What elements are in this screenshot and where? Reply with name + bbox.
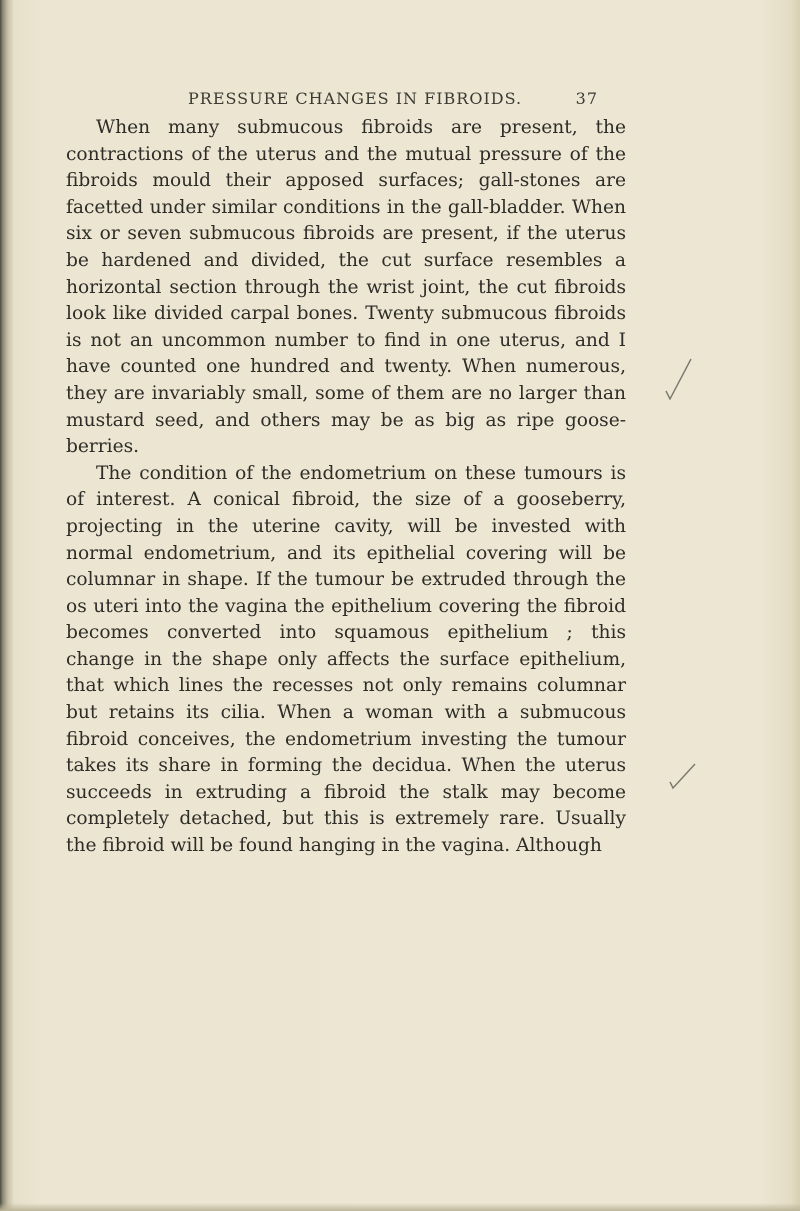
page-number: 37 — [575, 89, 598, 108]
page-bottom-edge — [0, 1203, 800, 1211]
paragraph-2: The condition of the endometrium on these tumours is of interest. A conical fibroid, the size of a gooseberry, projecting in the uterine cavity, will be invested with normal endometrium, and its epithelial covering will be columnar in shape. If the tumour be extruded through the os uteri into the vagina the epithelium covering the fibroid becomes converted into squamous epithelium ; this change in the shape only affects the surface epithelium, that which lines the recesses not only remains columnar but retains its cilia. When a woman with a submucous fibroid conceives, the endometrium investing the tumour takes its share in forming the decidua. When the uterus succeeds in extruding a fibroid the stalk may become completely detached, but this is extremely rare. Usually the fibroid will be found hanging in the vagina. Although — [66, 462, 626, 857]
running-head-title: PRESSURE CHANGES IN FIBROIDS. — [188, 89, 523, 108]
binding-shadow — [0, 0, 14, 1211]
body-text — [66, 115, 626, 860]
pencil-tick-mark-icon — [668, 758, 698, 792]
pencil-tick-mark-icon — [664, 355, 694, 405]
paragraph-1: When many submucous fibroids are present, the contractions of the uterus and the mutual pressure of the fibroids mould their apposed surfaces; gall-stones are facetted under similar conditions in the gall-bladder. When six or seven submucous fibroids are present, if the uterus be hardened and divided, the cut surface resembles a horizontal section through the wrist joint, the cut fibroids look like divided carpal bones. Twenty submucous fibroids is not an uncommon number to find in one uterus, and I have counted one hundred and twenty. When numerous, they are invariably small, some of them are no larger than mustard seed, and others may be as big as ripe goose-berries. — [66, 117, 626, 458]
running-head — [188, 89, 598, 108]
